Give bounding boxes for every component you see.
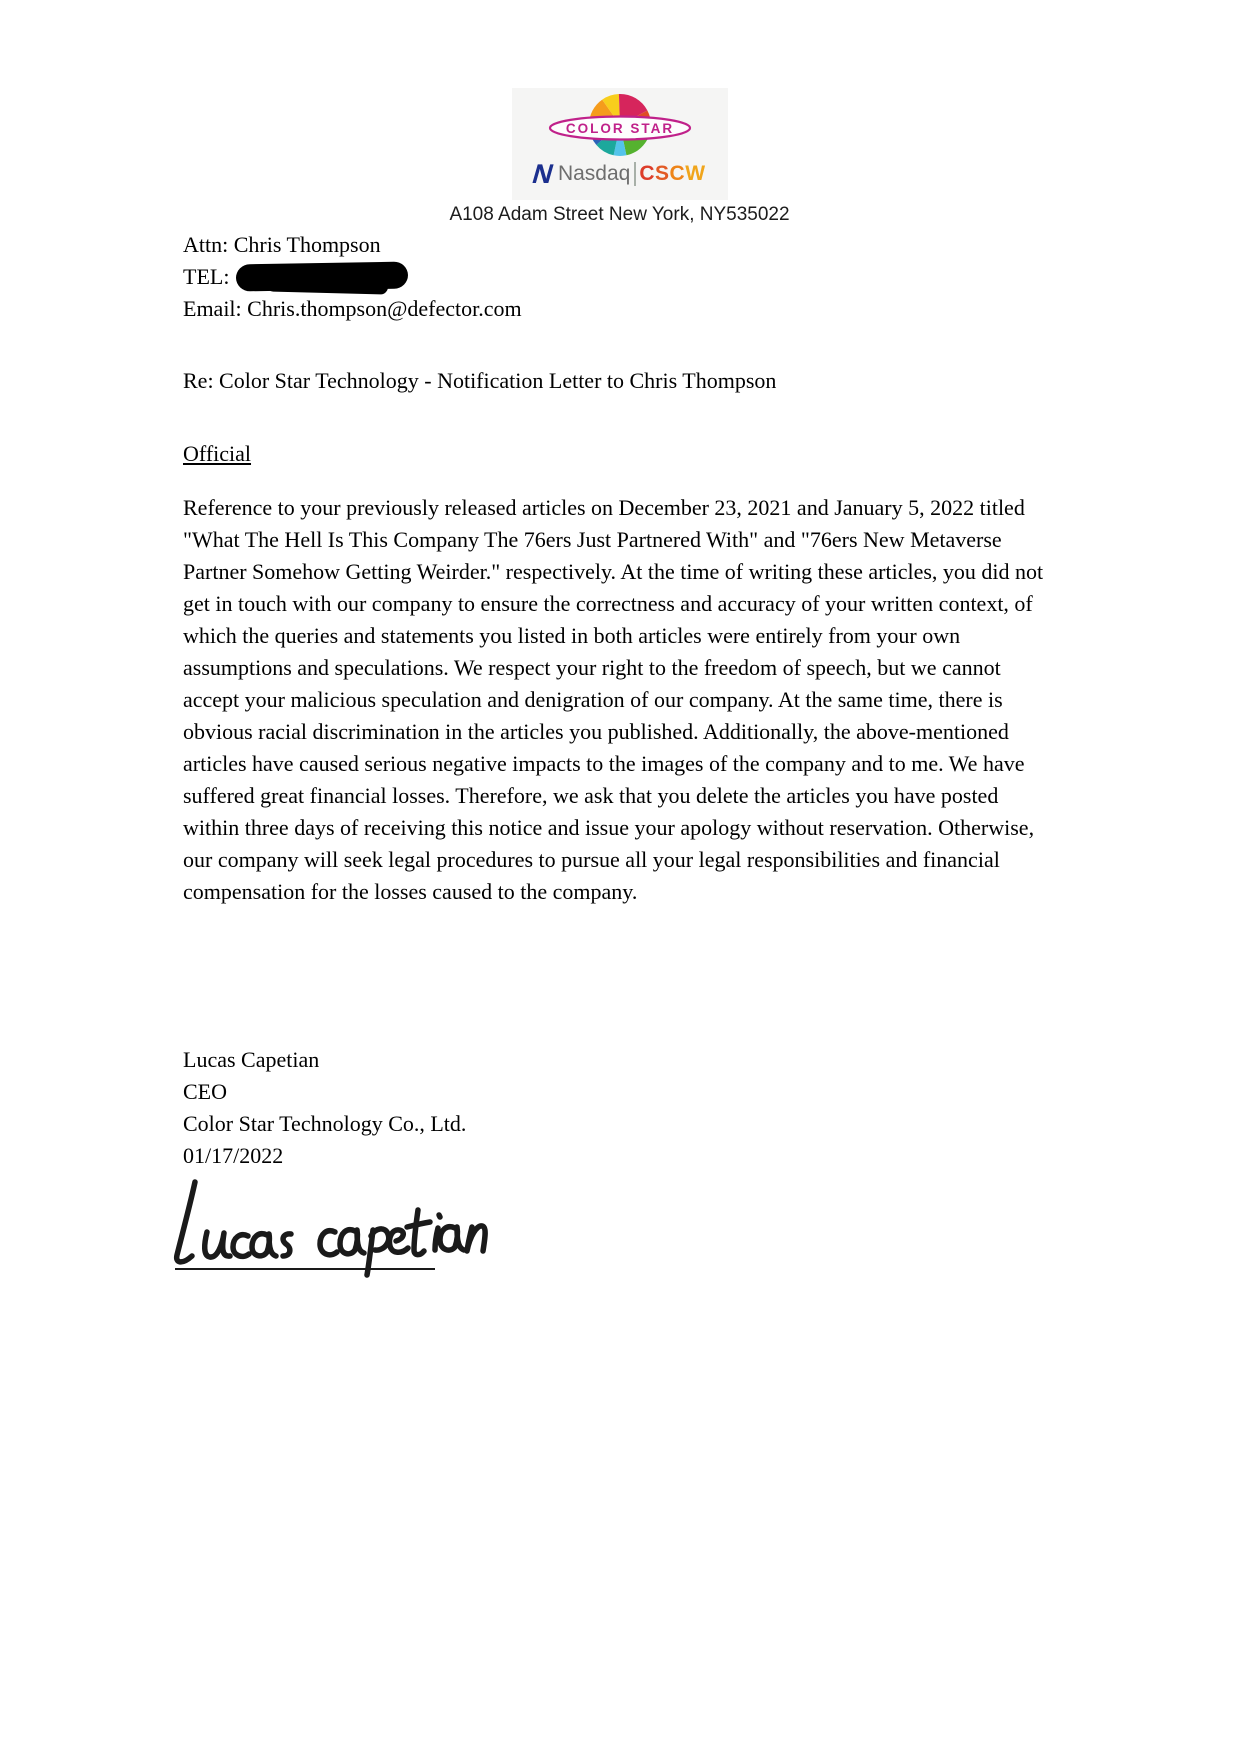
- company-logo: [512, 88, 728, 200]
- nasdaq-lockup: [529, 158, 706, 189]
- signature-date: 01/17/2022: [183, 1143, 284, 1168]
- signature-handwriting: [150, 1170, 500, 1290]
- body-paragraph: Reference to your previously released articles on December 23, 2021 and January 5, 2022 titled "What The Hell Is This Company The 76ers Just Partnered With" and "76ers New Metaverse Partner Somehow Getting Weirder." respectively. At the time of writing these articles, you did not get in touch with our company to ensure the correctness and accuracy of your written context, of which the queries and statements you listed in both articles were entirely from your own assumptions and speculations. We respect your right to the freedom of speech, but we cannot accept your malicious speculation and denigration of our company. At the same time, there is obvious racial discrimination in the articles you published. Additionally, the above-mentioned articles have caused serious negative impacts to the images of the company and to me. We have suffered great financial losses. Therefore, we ask that you delete the articles you have posted within three days of receiving this notice and issue your apology without reservation. Otherwise, our company will seek legal procedures to pursue all your legal responsibilities and financial compensation for the losses caused to the company.: [183, 495, 1044, 904]
- attn-line: Attn: Chris Thompson: [183, 232, 381, 257]
- signatory-company: Color Star Technology Co., Ltd.: [183, 1111, 467, 1136]
- letterhead-address: A108 Adam Street New York, NY535022: [449, 204, 790, 225]
- email-line: Email: Chris.thompson@defector.com: [183, 296, 522, 321]
- color-star-globe-icon: [535, 91, 705, 161]
- ticker-cscw: CSCW: [639, 162, 706, 185]
- nasdaq-wordmark: Nasdaq: [557, 162, 631, 185]
- subject-line: Re: Color Star Technology - Notification Letter to Chris Thompson: [183, 368, 777, 393]
- signatory-name: Lucas Capetian: [183, 1047, 320, 1072]
- classification-label: Official: [183, 441, 252, 466]
- signature-block: [183, 1044, 466, 1172]
- recipient-block: [183, 229, 522, 325]
- tel-label: TEL:: [183, 264, 230, 289]
- signatory-title: CEO: [183, 1079, 227, 1104]
- tel-line: [183, 261, 522, 293]
- nasdaq-n-icon: N: [529, 158, 558, 189]
- nasdaq-divider: [634, 162, 636, 186]
- colorstar-ring-text: COLOR STAR: [565, 121, 674, 136]
- letterhead: [0, 88, 1239, 226]
